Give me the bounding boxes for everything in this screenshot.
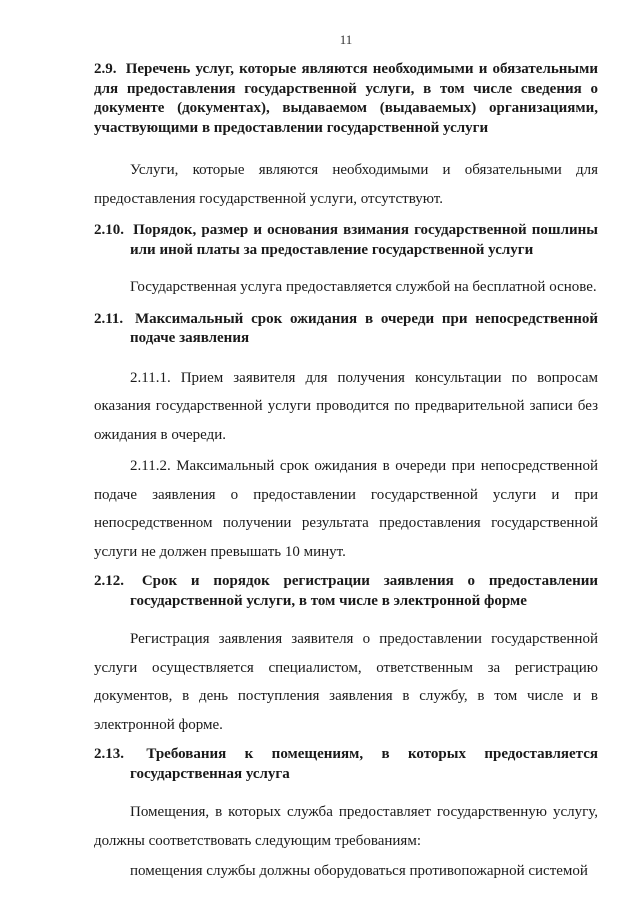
section-paragraph: Регистрация заявления заявителя о предоставлении государственной услуги осуществляется специалистом, ответственным за регистрацию документов, в день поступления заявления в службу, в том числе и в электронной форме. — [94, 631, 598, 733]
section-title: Перечень услуг, которые являются необходимыми и обязательными для предоставления государственной услуги, в том числе сведения о документе (документах), выдаваемом (выдаваемых) организациями, участвующими в предоставлении государственной услуги — [94, 61, 599, 136]
section-paragraph: Государственная услуга предоставляется службой на бесплатной основе. — [130, 279, 597, 295]
page-number: 11 — [339, 32, 353, 47]
section-title: Максимальный срок ожидания в очереди при непосредственной подаче заявления — [130, 310, 598, 346]
section-heading-2-9 — [94, 60, 598, 138]
section-heading-2-10 — [94, 221, 598, 260]
section-title: Порядок, размер и основания взимания государственной пошлины или иной платы за предоставление государственной услуги — [130, 222, 598, 258]
section-number: 2.9. — [94, 61, 117, 77]
section-paragraph: Услуги, которые являются необходимыми и обязательными для предоставления государственной услуги, отсутствуют. — [94, 162, 598, 207]
section-heading-2-13 — [94, 745, 598, 784]
section-number: 2.12. — [94, 573, 124, 589]
section-title: Требования к помещениям, в которых предоставляется государственная услуга — [130, 746, 598, 782]
section-number: 2.10. — [94, 222, 124, 238]
section-paragraph: 2.11.1. Прием заявителя для получения консультации по вопросам оказания государственной услуги проводится по предварительной записи без ожидания в очереди. — [94, 369, 598, 443]
section-title: Срок и порядок регистрации заявления о предоставлении государственной услуги, в том числе в электронной форме — [130, 573, 599, 609]
section-heading-2-12 — [94, 572, 598, 611]
section-number: 2.13. — [94, 746, 124, 762]
section-paragraph: 2.11.2. Максимальный срок ожидания в очереди при непосредственной подаче заявления о предоставлении государственной услуги и при непосредственном получении результата предоставления государственной услуги не должен превышать 10 минут. — [94, 458, 598, 560]
section-paragraph: Помещения, в которых служба предоставляет государственную услугу, должны соответствовать следующим требованиям: — [94, 804, 598, 849]
section-number: 2.11. — [94, 310, 124, 327]
section-paragraph: помещения службы должны оборудоваться противопожарной системой — [130, 863, 588, 879]
section-heading-2-11 — [94, 310, 598, 349]
